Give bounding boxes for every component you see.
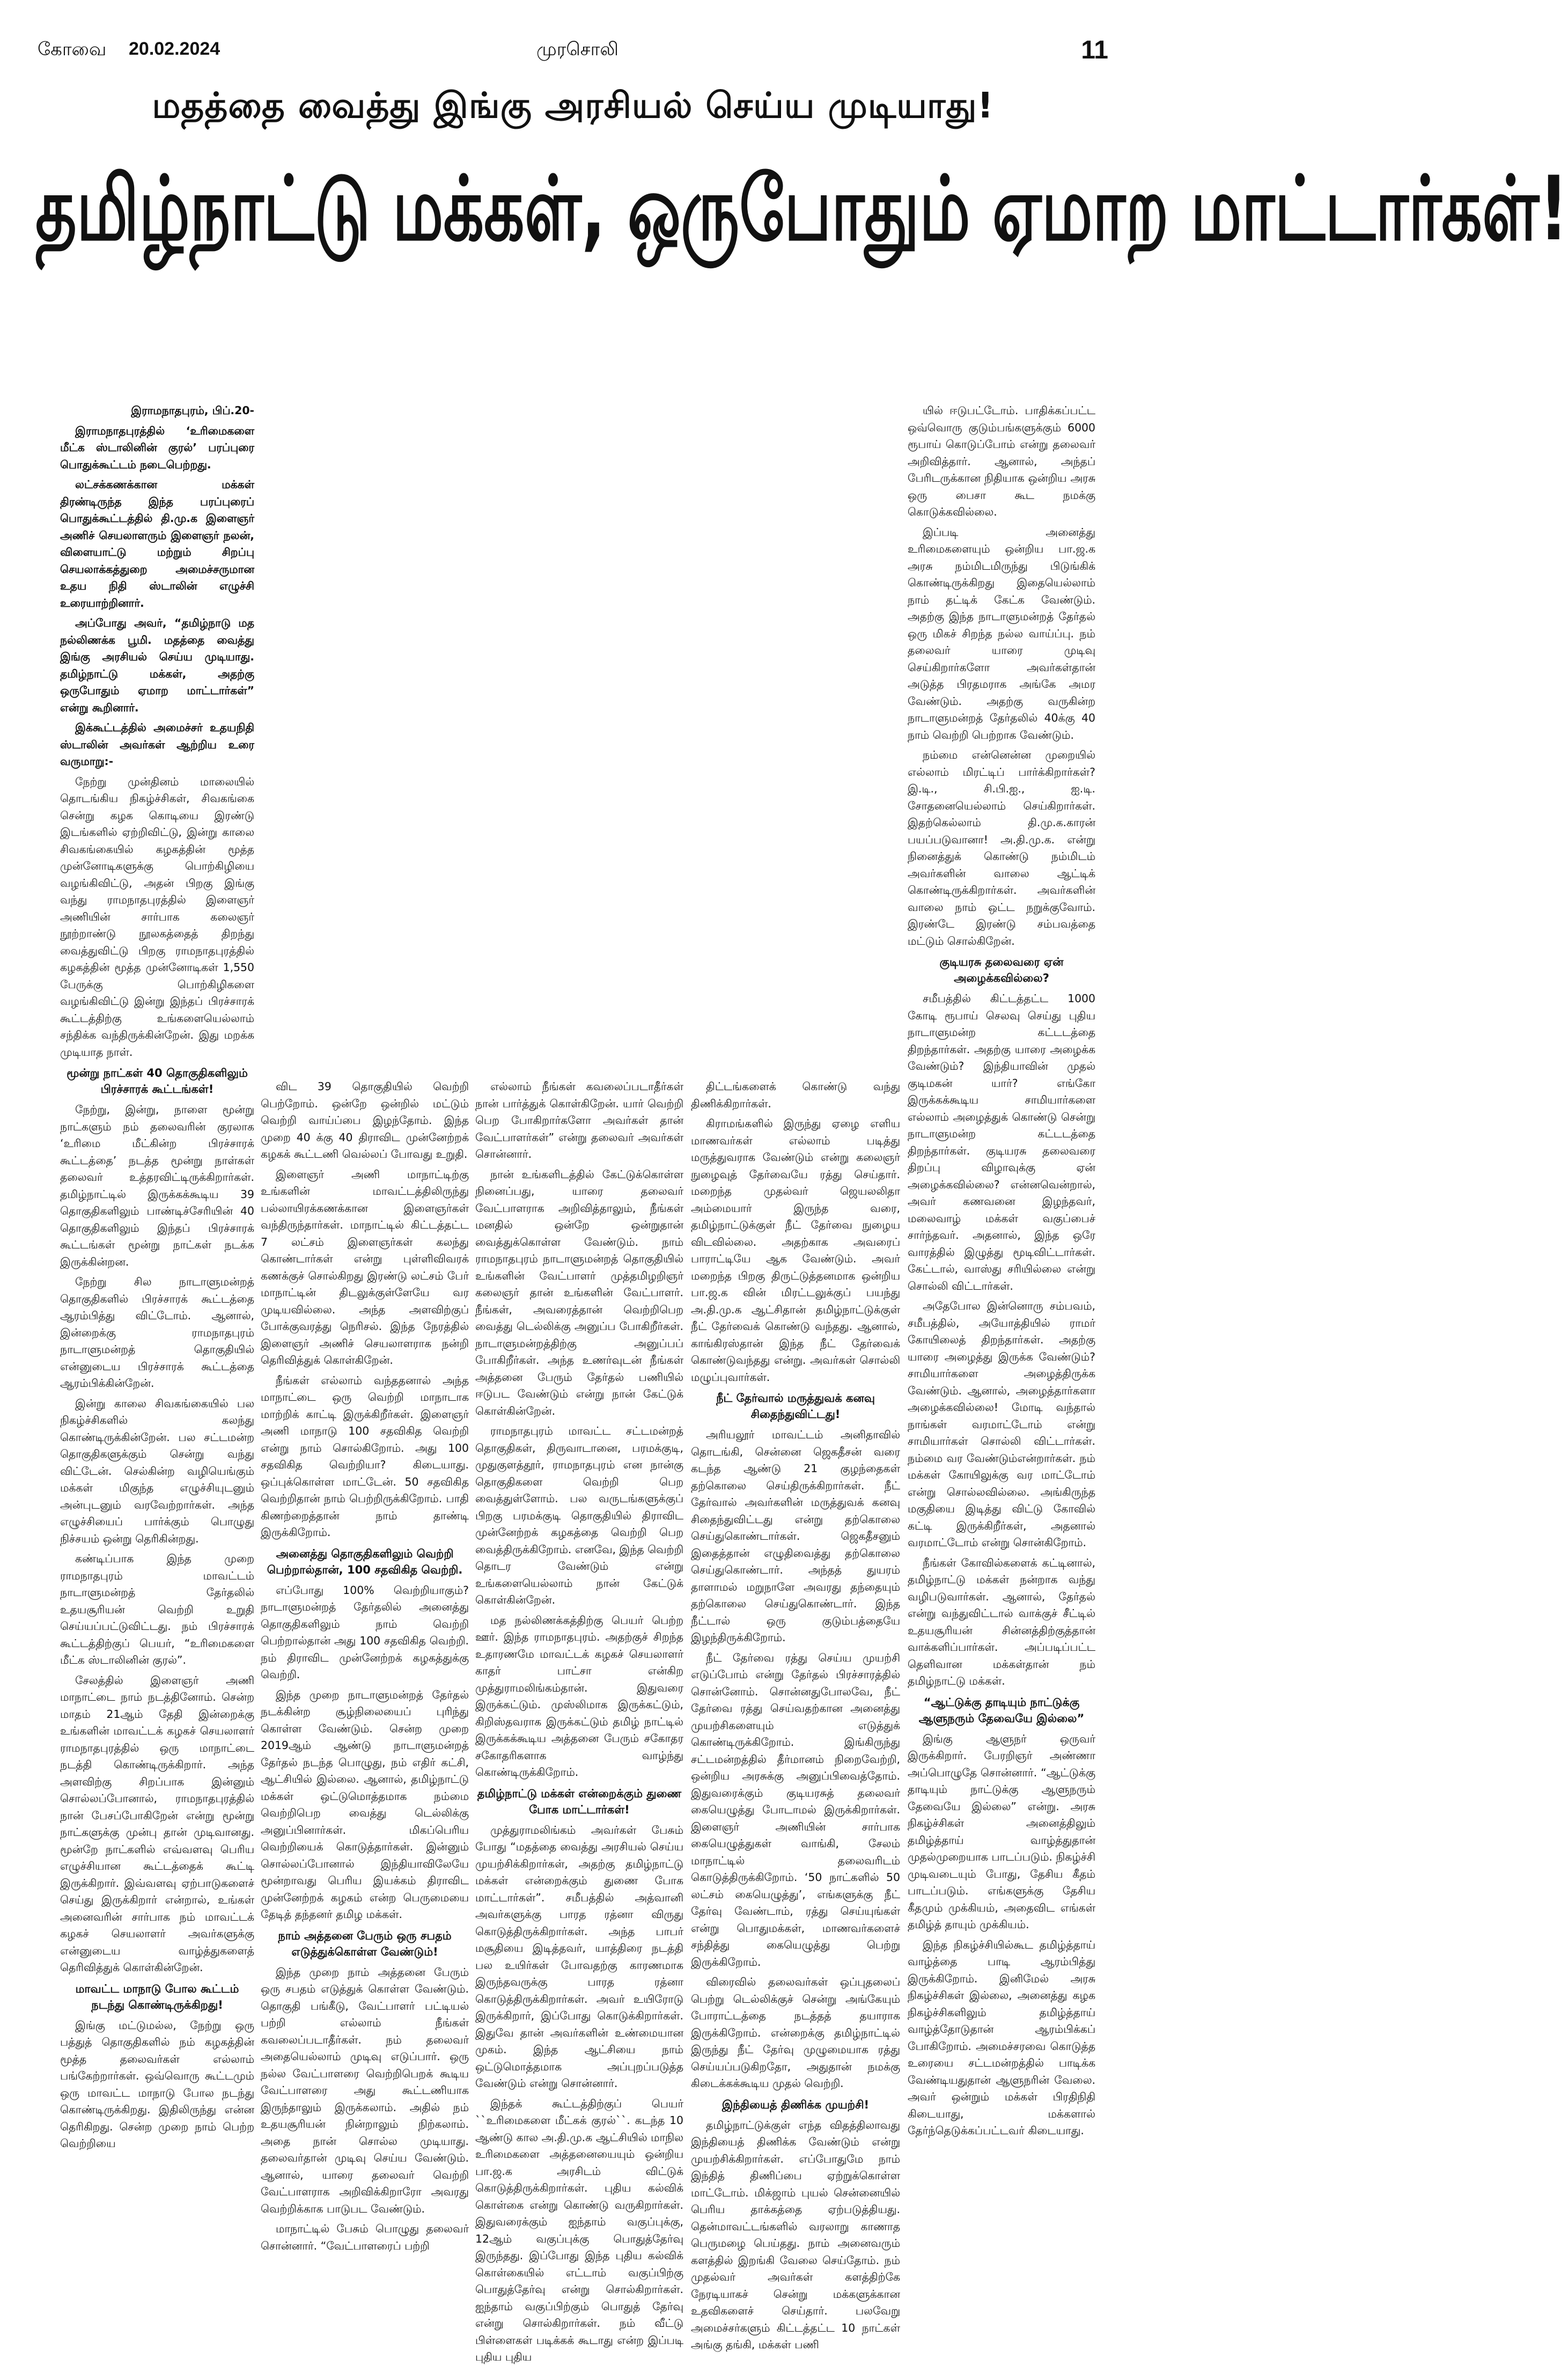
masthead-date: 20.02.2024 <box>129 39 220 59</box>
body-paragraph: முத்துராமலிங்கம் அவர்கள் பேசும் போது “மதத்தை வைத்து அரசியல் செய்ய முயற்சிக்கிறார்கள், அதற்கு தமிழ்நாட்டு மக்கள் என்றைக்கும் துணை போக மாட்டார்கள்”. சமீபத்தில் அத்வானி அவர்களுக்கு பாரத ரத்னா விருது கொடுத்திருக்கிறார்கள். அந்த பாபர் மசூதியை இடித்தவர், யாத்திரை நடத்தி பல உயிர்கள் போவதற்கு காரணமாக இருந்தவருக்கு பாரத ரத்னா கொடுத்திருக்கிறார்கள். அவர் உயிரோடு இருக்கிறார், இப்போது கொடுக்கிறார்கள். இதுவே தான் அவர்களின் உண்மையான முகம். இந்த ஆட்சியை நாம் ஒட்டுமொத்தமாக அப்புறப்படுத்த வேண்டும் என்று சொன்னார். <box>475 1823 683 2090</box>
article-column-4 <box>691 1078 900 2351</box>
body-paragraph: மாநாட்டில் பேசும் பொழுது தலைவர் சொன்னார். “வேட்பாளரைப் பற்றி <box>261 2222 469 2252</box>
body-paragraph: இந்த முறை நாடாளுமன்றத் தேர்தல் நடக்கின்ற சூழ்நிலையைப் புரிந்து கொள்ள வேண்டும். சென்ற முறை 2019ஆம் ஆண்டு நாடாளுமன்றத் தேர்தல் நடந்த பொழுது, நம் எதிர் கட்சி, ஆட்சியில் இல்லை. ஆனால், தமிழ்நாட்டு மக்கள் ஒட்டுமொத்தமாக நம்மை வெற்றிபெற வைத்து டெல்லிக்கு அனுப்பினார்கள். மிகப்பெரிய வெற்றியைக் கொடுத்தார்கள். இன்னும் சொல்லப்போனால் இந்தியாவிலேயே மூன்றாவது பெரிய இயக்கம் திராவிட முன்னேற்றக் கழகம் என்ற பெருமையை தேடித் தந்தனர் தமிழ மக்கள். <box>261 1688 469 1921</box>
article-column-2 <box>261 1078 469 2252</box>
body-paragraph: கிராமங்களில் இருந்து ஏழை எளிய மாணவர்கள் எல்லாம் படித்து மருத்துவராக வேண்டும் என்று கலைஞர் நுழைவுத் தேர்வையே ரத்து செய்தார். மறைந்த முதல்வர் ஜெயலலிதா அம்மையார் இருந்த வரை, தமிழ்நாட்டுக்குள் நீட் தேர்வை நுழைய விடவில்லை. அதற்காக அவரைப் பாராட்டியே ஆக வேண்டும். அவர் மறைந்த பிறகு திருட்டுத்தனமாக ஒன்றிய பா.ஜ.க வின் மிரட்டலுக்குப் பயந்து அ.தி.மு.க ஆட்சிதான் தமிழ்நாட்டுக்குள் நீட் தேர்வைக் கொண்டு வந்தது. ஆனால், காங்கிரஸ்தான் இந்த நீட் தேர்வைக் கொண்டுவந்தது என்று. அவர்கள் சொல்லி மழுப்புவார்கள். <box>691 1117 900 1384</box>
body-paragraph: எப்போது 100% வெற்றியாகும்? நாடாளுமன்றத் தேர்தலில் அனைத்து தொகுதிகளிலும் நாம் வெற்றி பெற்றால்தான் அது 100 சதவிகித வெற்றி. நம் திராவிட முன்னேற்றக் கழகத்துக்கு வெற்றி. <box>261 1583 469 1681</box>
body-paragraph: நேற்று, இன்று, நாளை மூன்று நாட்களும் நம் தலைவரின் குரலாக ‘உரிமை மீட்கின்ற பிரச்சாரக் கூட்டத்தை’ நடத்த மூன்று நாள்கள் தலைவர் உத்தரவிட்டிருக்கிறார்கள். தமிழ்நாட்டில் இருக்கக்கூடிய 39 தொகுதிகளிலும் பாண்டிச்சேரியின் 40 தொகுதிகளிலும் இந்தப் பிரச்சாரக் கூட்டங்கள் மூன்று நாட்கள் நடக்க இருக்கின்றன. <box>60 1103 254 1268</box>
body-paragraph: அரியலூர் மாவட்டம் அனிதாவில் தொடங்கி, சென்னை ஜெகதீசன் வரை கடந்த ஆண்டு 21 குழந்தைகள் தற்கொலை செய்திருக்கிறார்கள். நீட் தேர்வால் அவர்களின் மருத்துவக் கனவு சிதைந்துவிட்டது என்று தற்கொலை செய்துகொண்டார்கள். ஜெகதீசனும் இதைத்தான் எழுதிவைத்து தற்கொலை செய்துகொண்டார். அந்தத் துயரம் தாளாமல் மறுநாளே அவரது தந்தையும் தற்கொலை செய்துகொண்டார். இந்த நீட்டால் ஒரு குடும்பத்தையே இழந்திருக்கிறோம். <box>691 1428 900 1644</box>
body-paragraph: யில் ஈடுபட்டோம். பாதிக்கப்பட்ட ஒவ்வொரு குடும்பங்களுக்கும் 6000 ரூபாய் கொடுப்போம் என்று தலைவர் அறிவித்தார். ஆனால், அந்தப் பேரிடருக்கான நிதியாக ஒன்றிய அரசு ஒரு பைசா கூட நமக்கு கொடுக்கவில்லை. <box>908 404 1095 518</box>
subheading: நீட் தேர்வால் மருத்துவக் கனவு சிதைந்துவிட்டது! <box>716 1392 875 1421</box>
lead-paragraph: லட்சக்கணக்கான மக்கள் திரண்டிருந்த இந்த பரப்புரைப் பொதுக்கூட்டத்தில் தி.மு.க இளைஞர் அணிச் செயலாளரும் இளைஞர் நலன், விளையாட்டு மற்றும் சிறப்பு செயலாக்கத்துறை அமைச்சருமான உதய நிதி ஸ்டாலின் எழுச்சி உரையாற்றினார். <box>60 478 254 609</box>
body-paragraph: விரைவில் தலைவர்கள் ஒப்புதலைப் பெற்று டெல்லிக்குச் சென்று அங்கேயும் போராட்டத்தை நடத்தத் தயாராக இருக்கிறோம். என்றைக்கு தமிழ்நாட்டில் இருந்து நீட் தேர்வு முழுமையாக ரத்து செய்யப்படுகிறதோ, அதுதான் நமக்கு கிடைக்கக்கூடிய முதல் வெற்றி. <box>691 1975 900 2090</box>
lead-paragraph: இக்கூட்டத்தில் அமைச்சர் உதயநிதி ஸ்டாலின் அவர்கள் ஆற்றிய உரை வருமாறு:- <box>60 721 254 768</box>
body-paragraph: நீட் தேர்வை ரத்து செய்ய முயற்சி எடுப்போம் என்று தேர்தல் பிரச்சாரத்தில் சொன்னோம். சொன்னதுபோலவே, நீட் தேர்வை ரத்து செய்வதற்கான அனைத்து முயற்சிகளையும் எடுத்துக் கொண்டிருக்கிறோம். இங்கிருந்து சட்டமன்றத்தில் தீர்மானம் நிறைவேற்றி, ஒன்றிய அரசுக்கு அனுப்பிவைத்தோம். இதுவரைக்கும் குடியரசுத் தலைவர் கையெழுத்து போடாமல் இருக்கிறார்கள். இளைஞர் அணியின் சார்பாக கையெழுத்துகள் வாங்கி, சேலம் மாநாட்டில் தலைவரிடம் கொடுத்திருக்கிறோம். ‘50 நாட்களில் 50 லட்சம் கையெழுத்து’, எங்களுக்கு நீட் தேர்வு வேண்டாம், ரத்து செய்யுங்கள் என்று பொதுமக்கள், மாணவர்களைச் சந்தித்து கையெழுத்து பெற்று இருக்கிறோம். <box>691 1651 900 1968</box>
subheading: இந்தியைத் திணிக்க முயற்சி! <box>722 2098 870 2111</box>
body-paragraph: நேற்று முன்தினம் மாலையில் தொடங்கிய நிகழ்ச்சிகள், சிவகங்கை சென்று கழக கொடியை இரண்டு இடங்களில் ஏற்றிவிட்டு, இன்று காலை சிவகங்கையில் கழகத்தின் மூத்த முன்னோடிகளுக்கு பொற்கிழியை வழங்கிவிட்டு, அதன் பிறகு இங்கு வந்து ராமநாதபுரத்தில் இளைஞர் அணியின் சார்பாக கலைஞர் நூற்றாண்டு நூலகத்தைத் திறந்து வைத்துவிட்டு பிறகு ராமநாதபுரத்தில் கழகத்தின் மூத்த முன்னோடிகள் 1,550 பேருக்கு பொற்கிழிகளை வழங்கிவிட்டு இன்று இந்தப் பிரச்சாரக் கூட்டத்திற்கு உங்களையெல்லாம் சந்திக்க வந்திருக்கின்றேன். இது மறக்க முடியாத நாள். <box>60 775 254 1059</box>
body-paragraph: இப்படி அனைத்து உரிமைகளையும் ஒன்றிய பா.ஜ.க அரசு நம்மிடமிருந்து பிடுங்கிக் கொண்டிருக்கிறது இதையெல்லாம் நாம் தட்டிக் கேட்க வேண்டும். அதற்கு இந்த நாடாளுமன்றத் தேர்தல் ஒரு மிகச் சிறந்த நல்ல வாய்ப்பு. நம் தலைவர் யாரை முடிவு செய்கிறார்களோ அவர்கள்தான் அடுத்த பிரதமராக அங்கே அமர வேண்டும். அதற்கு வருகின்ற நாடாளுமன்றத் தேர்தலில் 40க்கு 40 நாம் வெற்றி பெற்றாக வேண்டும். <box>908 525 1095 741</box>
article-column-3 <box>475 1078 683 2363</box>
body-paragraph: நான் உங்களிடத்தில் கேட்டுக்கொள்ள நினைப்பது, யாரை தலைவர் வேட்பாளராக அறிவித்தாலும், நீங்கள் மனதில் ஒன்றே ஒன்றுதான் வைத்துக்கொள்ள வேண்டும். நாம் ராமநாதபுரம் நாடாளுமன்றத் தொகுதியில் உங்களின் வேட்பாளர் முத்தமிழறிஞர் கலைஞர் தான் உங்களின் வேட்பாளர். நீங்கள், அவரைத்தான் வெற்றிபெற வைத்து டெல்லிக்கு அனுப்ப போகிறீர்கள். நாடாளுமன்றத்திற்கு அனுப்பப் போகிறீர்கள். அந்த உணர்வுடன் நீங்கள் அத்தனை பேரும் தேர்தல் பணியில் ஈடுபட வேண்டும் என்று நான் கேட்டுக் கொள்கின்றேன். <box>475 1167 683 1417</box>
body-paragraph: இன்று காலை சிவகங்கையில் பல நிகழ்ச்சிகளில் கலந்து கொண்டிருக்கின்றேன். பல சட்டமன்ற தொகுதிகளுக்கும் சென்று வந்து விட்டேன். செல்கின்ற வழியெங்கும் மக்கள் மிகுந்த எழுச்சியுடனும் அன்புடனும் வரவேற்றார்கள். அந்த எழுச்சியைப் பார்க்கும் பொழுது நிச்சயம் ஒன்று தெரிகின்றது. <box>60 1397 254 1545</box>
article-column-1 <box>60 402 254 2150</box>
body-paragraph: சமீபத்தில் கிட்டத்தட்ட 1000 கோடி ரூபாய் செலவு செய்து புதிய நாடாளுமன்ற கட்டடத்தை திறந்தார்கள். அதற்கு யாரை அழைக்க வேண்டும்? இந்தியாவின் முதல் குடிமகன் யார்? எங்கோ இருக்கக்கூடிய சாமியார்களை எல்லாம் அழைத்துக் கொண்டு சென்று நாடாளுமன்ற கட்டடத்தை திறந்தார்கள். குடியரசு தலைவரை திறப்பு விழாவுக்கு ஏன் அழைக்கவில்லை? என்னவென்றால், அவர் கணவனை இழந்தவர், மலைவாழ் மக்கள் வகுப்பைச் சார்ந்தவர். அதனால், இந்த ஒரே வாரத்தில் இழுத்து மூடிவிட்டார்கள். கேட்டால், வாஸ்து சரியில்லை என்று சொல்லி விட்டார்கள். <box>908 992 1095 1292</box>
body-paragraph: நம்மை என்னென்ன முறையில் எல்லாம் மிரட்டிப் பார்க்கிறார்கள்? இ.டி., சி.பி.ஐ., ஐ.டி. சோதனையெல்லாம் செய்கிறார்கள். இதற்கெல்லாம் தி.மு.க.காரன் பயப்படுவானா! அ.தி.மு.க. என்று நினைத்துக் கொண்டு நம்மிடம் அவர்களின் வாலை ஆட்டிக் கொண்டிருக்கிறார்கள். அவர்களின் வாலை நாம் ஒட்ட நறுக்குவோம். இரண்டே இரண்டு சம்பவத்தை மட்டும் சொல்கிறேன். <box>908 748 1095 947</box>
body-paragraph: கண்டிப்பாக இந்த முறை ராமநாதபுரம் மாவட்டம் நாடாளுமன்றத் தேர்தலில் உதயசூரியன் வெற்றி உறுதி செய்யப்பட்டுவிட்டது. நம் பிரச்சாரக் கூட்டத்திற்குப் பெயர், “உரிமைகளை மீட்க ஸ்டாலினின் குரல்”. <box>60 1552 254 1666</box>
body-paragraph: இங்கு ஆளுநர் ஒருவர் இருக்கிறார். பேரறிஞர் அண்ணா அப்பொழுதே சொன்னார். “ஆட்டுக்கு தாடியும் நாட்டுக்கு ஆளுநரும் தேவையே இல்லை” என்று. அரசு நிகழ்ச்சிகள் அனைத்திலும் தமிழ்த்தாய் வாழ்த்துதான் முதல்முறையாக பாடப்படும். நிகழ்ச்சி முடிவடையும் போது, தேசிய கீதம் பாடப்படும். எங்களுக்கு தேசிய கீதமும் முக்கியம், அதைவிட எங்கள் தமிழ்த் தாயும் முக்கியம். <box>908 1732 1095 1931</box>
photo-area <box>38 258 1108 392</box>
dateline: இராமநாதபுரம், பிப்.20- <box>131 404 254 417</box>
body-paragraph: விட 39 தொகுதியில் வெற்றி பெற்றோம். ஒன்றே ஒன்றில் மட்டும் வெற்றி வாய்ப்பை இழந்தோம். இந்த முறை 40 க்கு 40 திராவிட முன்னேற்றக் கழகக் கூட்டணி வெல்லப் போவது உறுதி. <box>261 1080 469 1160</box>
body-paragraph: நீங்கள் கோவில்களைக் கட்டினால், தமிழ்நாட்டு மக்கள் நன்றாக வந்து வழிபடுவார்கள். ஆனால், தேர்தல் என்று வந்துவிட்டால் வாக்குச் சீட்டில் உதயசூரியன் சின்னத்திற்குத்தான் வாக்களிப்பார்கள். அப்படிப்பட்ட தெளிவான மக்கள்தான் நம் தமிழ்நாட்டு மக்கள். <box>908 1556 1095 1687</box>
body-paragraph: திட்டங்களைக் கொண்டு வந்து திணிக்கிறார்கள். <box>691 1080 900 1110</box>
lead-paragraph: அப்போது அவர், “தமிழ்நாடு மத நல்லிணக்க பூமி. மதத்தை வைத்து இங்கு அரசியல் செய்ய முடியாது. தமிழ்நாட்டு மக்கள், அதற்கு ஒருபோதும் ஏமாற மாட்டார்கள்” என்று கூறினார். <box>60 616 254 714</box>
subheading: மாவட்ட மாநாடு போல கூட்டம் நடந்து கொண்டிருக்கிறது! <box>75 1982 239 2011</box>
body-paragraph: தமிழ்நாட்டுக்குள் எந்த விதத்திலாவது இந்தியைத் திணிக்க வேண்டும் என்று முயற்சிக்கிறார்கள். எப்போதுமே நாம் இந்தித் திணிப்பை ஏற்றுக்கொள்ள மாட்டோம். மிக்ஜாம் புயல் சென்னையில் பெரிய தாக்கத்தை ஏற்படுத்தியது. தென்மாவட்டங்களில் வரலாறு காணாத பெருமழை பெய்தது. நாம் அனைவரும் களத்தில் இறங்கி வேலை செய்தோம். நம் முதல்வர் அவர்கள் களத்திற்கே நேரடியாகச் சென்று மக்களுக்கான உதவிகளைச் செய்தார். பலவேறு அமைச்சர்களும் கிட்டத்தட்ட 10 நாட்கள் அங்கு தங்கி, மக்கள் பணி <box>691 2118 900 2351</box>
body-paragraph: எல்லாம் நீங்கள் கவலைப்படாதீர்கள் நான் பார்த்துக் கொள்கிறேன். யார் வெற்றி பெற போகிறார்களோ அவர்கள் தான் வேட்பாளர்கள்” என்று தலைவர் அவர்கள் சொன்னார். <box>475 1080 683 1160</box>
subheading: தமிழ்நாட்டு மக்கள் என்றைக்கும் துணை போக மாட்டார்கள்! <box>477 1787 682 1816</box>
lead-paragraph: இராமநாதபுரத்தில் ‘உரிமைகளை மீட்க ஸ்டாலினின் குரல்’ பரப்புரை பொதுக்கூட்டம் நடைபெற்றது. <box>60 424 254 471</box>
masthead-paper-name: முரசொலி <box>536 39 619 60</box>
body-paragraph: சேலத்தில் இளைஞர் அணி மாநாட்டை நாம் நடத்தினோம். சென்ற மாதம் 21ஆம் தேதி இன்றைக்கு உங்களின் மாவட்டக் கழகச் செயலாளர் ராமநாதபுரத்தில் ஒரு மாநாட்டை நடத்தி கொண்டிருக்கிறார். அந்த அளவிற்கு சிறப்பாக இன்னும் சொல்லப்போனால், ராமநாதபுரத்தில் நான் பேசப்போகிறேன் என்று மூன்று நாட்களுக்கு முன்பு தான் முடிவானது. மூன்றே நாட்களில் எவ்வளவு பெரிய எழுச்சியான கூட்டத்தைக் கூட்டி இருக்கிறார். இவ்வளவு ஏற்பாடுகளைச் செய்து இருக்கிறார் என்றால், உங்கள் அனைவரின் சார்பாக நம் மாவட்டக் கழகச் செயலாளர் அவர்களுக்கு என்னுடைய வாழ்த்துகளைத் தெரிவித்துக் கொள்கின்றேன். <box>60 1673 254 1974</box>
subheading: குடியரசு தலைவரை ஏன் அழைக்கவில்லை? <box>939 956 1064 984</box>
body-paragraph: அதேபோல இன்னொரு சம்பவம், சமீபத்தில், அயோத்தியில் ராமர் கோயிலைத் திறந்தார்கள். அதற்கு யாரை அழைத்து இருக்க வேண்டும்? சாமியார்களை அழைத்திருக்க வேண்டும். ஆனால், அழைத்தார்களா அழைக்கவில்லை! மோடி வந்தால் நாங்கள் வரமாட்டோம் என்று சாமியார்கள் சொல்லி விட்டார்கள். நம்மை வர வேண்டும்என்றார்கள். நம் மக்கள் கோயிலுக்கு வர மாட்டோம் என்று சொல்லவில்லை. அங்கிருந்த மகுதியை இடித்து விட்டு கோவில் கட்டி இருக்கிறீர்கள், அதனால் வரமாட்டோம் என்று சொன்கிறோம். <box>908 1299 1095 1549</box>
body-paragraph: இந்தக் கூட்டத்திற்குப் பெயர் ``உரிமைகளை மீட்கக் குரல்``. கடந்த 10 ஆண்டு கால அ.தி.மு.க ஆட்சியில் மாநில உரிமைகளை அத்தனையையும் ஒன்றிய பா.ஜ.க அரசிடம் விட்டுக் கொடுத்திருக்கிறார்கள். புதிய கல்விக் கொள்கை என்று கொண்டு வருகிறார்கள். இதுவரைக்கும் ஐந்தாம் வகுப்புக்கு, 12ஆம் வகுப்புக்கு பொதுத்தேர்வு இருந்தது. இப்போது இந்த புதிய கல்விக் கொள்கையில் எட்டாம் வகுப்பிற்கு பொதுத்தேர்வு என்று சொல்கிறார்கள். ஐந்தாம் வகுப்பிற்கும் பொதுத் தேர்வு என்று சொல்கிறார்கள். நம் வீட்டு பிள்ளைகள் படிக்கக் கூடாது என்ற இப்படி புதிய புதிய <box>475 2097 683 2363</box>
body-paragraph: மத நல்லிணக்கத்திற்கு பெயர் பெற்ற ஊர். இந்த ராமநாதபுரம். அதற்குச் சிறந்த உதாரணமே மாவட்டக் கழகச் செயலாளர் காதர் பாட்சா என்கிற முத்துராமலிங்கம்தான். இதுவரை இருக்கட்டும். முஸ்லிமாக இருக்கட்டும், கிறிஸ்தவராக இருக்கட்டும் தமிழ் நாட்டில் இருக்கக்கூடிய அத்தனை பேரும் சகோதர சகோதரிகளாக வாழ்ந்து கொண்டிருக்கிறோம். <box>475 1613 683 1779</box>
masthead-city: கோவை <box>38 39 107 60</box>
body-paragraph: இங்கு மட்டுமல்ல, நேற்று ஒரு பத்துத் தொகுதிகளில் நம் கழகத்தின் மூத்த தலைவர்கள் எல்லாம் பங்கேற்றார்கள். ஒவ்வொரு கூட்டமும் ஒரு மாவட்ட மாநாடு போல நடந்து கொண்டிருக்கிறது. இதிலிருந்து என்ன தெரிகிறது. சென்ற முறை நாம் பெற்ற வெற்றியை <box>60 2018 254 2150</box>
subheading: அனைத்து தொகுதிகளிலும் வெற்றி பெற்றால்தான், 100 சதவிகித வெற்றி. <box>267 1547 463 1576</box>
page-number: 11 <box>1081 36 1108 64</box>
body-paragraph: இந்த முறை நாம் அத்தனை பேரும் ஒரு சபதம் எடுத்துக் கொள்ள வேண்டும். தொகுதி பங்கீடு, வேட்பாளர் பட்டியல் பற்றி எல்லாம் நீங்கள் கவலைப்படாதீர்கள். நம் தலைவர் அதையெல்லாம் முடிவு எடுப்பார். ஒரு நல்ல வேட்பாளரை வெற்றிபெறக் கூடிய வேட்பாளரை அது கூட்டணியாக இருந்தாலும் இருக்கலாம். அதில் நம் உதயசூரியன் நின்றாலும் நிற்கலாம். அதை நான் சொல்ல முடியாது. தலைவர்தான் முடிவு செய்ய வேண்டும். ஆனால், யாரை தலைவர் வெற்றி வேட்பாளராக அறிவிக்கிறாரோ அவரது வெற்றிக்காக பாடுபட வேண்டும். <box>261 1965 469 2215</box>
subheading: மூன்று நாட்கள் 40 தொகுதிகளிலும் பிரச்சாரக் கூட்டங்கள்! <box>67 1067 248 1096</box>
body-paragraph: இளைஞர் அணி மாநாட்டிற்கு உங்களின் மாவட்டத்திலிருந்து பல்லாயிரக்கணக்கான இளைஞர்கள் வந்திருந்தார்கள். மாநாட்டில் கிட்டத்தட்ட 7 லட்சம் இளைஞர்கள் கலந்து கொண்டார்கள் என்று புள்ளிவிவரக் கணக்குச் சொல்கிறது இரண்டு லட்சம் பேர் மாநாட்டின் திடலுக்குள்ளேயே வர முடியவில்லை. அந்த அளவிற்குப் போக்குவரத்து நெரிசல். இந்த நேரத்தில் இளைஞர் அணிச் செயலாளராக நன்றி தெரிவித்துக் கொள்கிறேன். <box>261 1167 469 1366</box>
body-paragraph: நீங்கள் எல்லாம் வந்ததனால் அந்த மாநாட்டை ஒரு வெற்றி மாநாடாக மாற்றிக் காட்டி இருக்கிறீர்கள். இளைஞர் அணி மாநாடு 100 சதவிகித வெற்றி என்று நாம் சொல்கிறோம். அது 100 சதவிகித வெற்றியா? கிடையாது. ஒப்புக்கொள்ள மாட்டேன். 50 சதவிகித வெற்றிதான் நாம் பெற்றிருக்கிறோம். பாதி கிணற்றைத்தான் நாம் தாண்டி இருக்கிறோம். <box>261 1373 469 1539</box>
headline-main: தமிழ்நாட்டு மக்கள், ஒருபோதும் ஏமாற மாட்டார்கள்! <box>35 157 1568 261</box>
body-paragraph: ராமநாதபுரம் மாவட்ட சட்டமன்றத் தொகுதிகள், திருவாடானை, பரமக்குடி, முதுகுளத்தூர், ராமநாதபுரம் என நான்கு தொகுதிகளை வெற்றி பெற வைத்துள்ளோம். பல வருடங்களுக்குப் பிறகு பரமக்குடி தொகுதியில் திராவிட முன்னேற்றக் கழகத்தை வெற்றி பெற வைத்திருக்கிறோம். எனவே, இந்த வெற்றி தொடர வேண்டும் என்று உங்களையெல்லாம் நான் கேட்டுக் கொள்கின்றேன். <box>475 1424 683 1606</box>
subheading: “ஆட்டுக்கு தாடியும் நாட்டுக்கு ஆளுநரும் தேவையே இல்லை” <box>918 1695 1085 1725</box>
article-column-5 <box>908 402 1095 2137</box>
body-paragraph: இந்த நிகழ்ச்சியில்கூட தமிழ்த்தாய் வாழ்த்தை பாடி ஆரம்பித்து இருக்கிறோம். இனிமேல் அரசு நிகழ்ச்சிகள் இல்லை, அனைத்து கழக நிகழ்ச்சிகளிலும் தமிழ்த்தாய் வாழ்த்தோடுதான் ஆரம்பிக்கப் போகிறோம். அமைச்சரவை கொடுத்த உரையை சட்டமன்றத்தில் பாடிக்க வேண்டியதுதான் ஆளுநரின் வேலை. அவர் ஒன்றும் மக்கள் பிரதிநிதி கிடையாது, மக்களால் தேர்ந்தெடுக்கப்பட்டவர் கிடையாது. <box>908 1938 1095 2137</box>
headline-kicker: மதத்தை வைத்து இங்கு அரசியல் செய்ய முடியாது! <box>152 85 994 126</box>
masthead <box>38 36 1108 65</box>
subheading: நாம் அத்தனை பேரும் ஒரு சபதம் எடுத்துக்கொள்ள வேண்டும்! <box>278 1929 452 1958</box>
body-paragraph: நேற்று சில நாடாளுமன்றத் தொகுதிகளில் பிரச்சாரக் கூட்டத்தை ஆரம்பித்து விட்டோம். ஆனால், இன்றைக்கு ராமநாதபுரம் நாடாளுமன்றத் தொகுதியில் என்னுடைய பிரச்சாரக் கூட்டத்தை ஆரம்பிக்கின்றேன். <box>60 1275 254 1390</box>
